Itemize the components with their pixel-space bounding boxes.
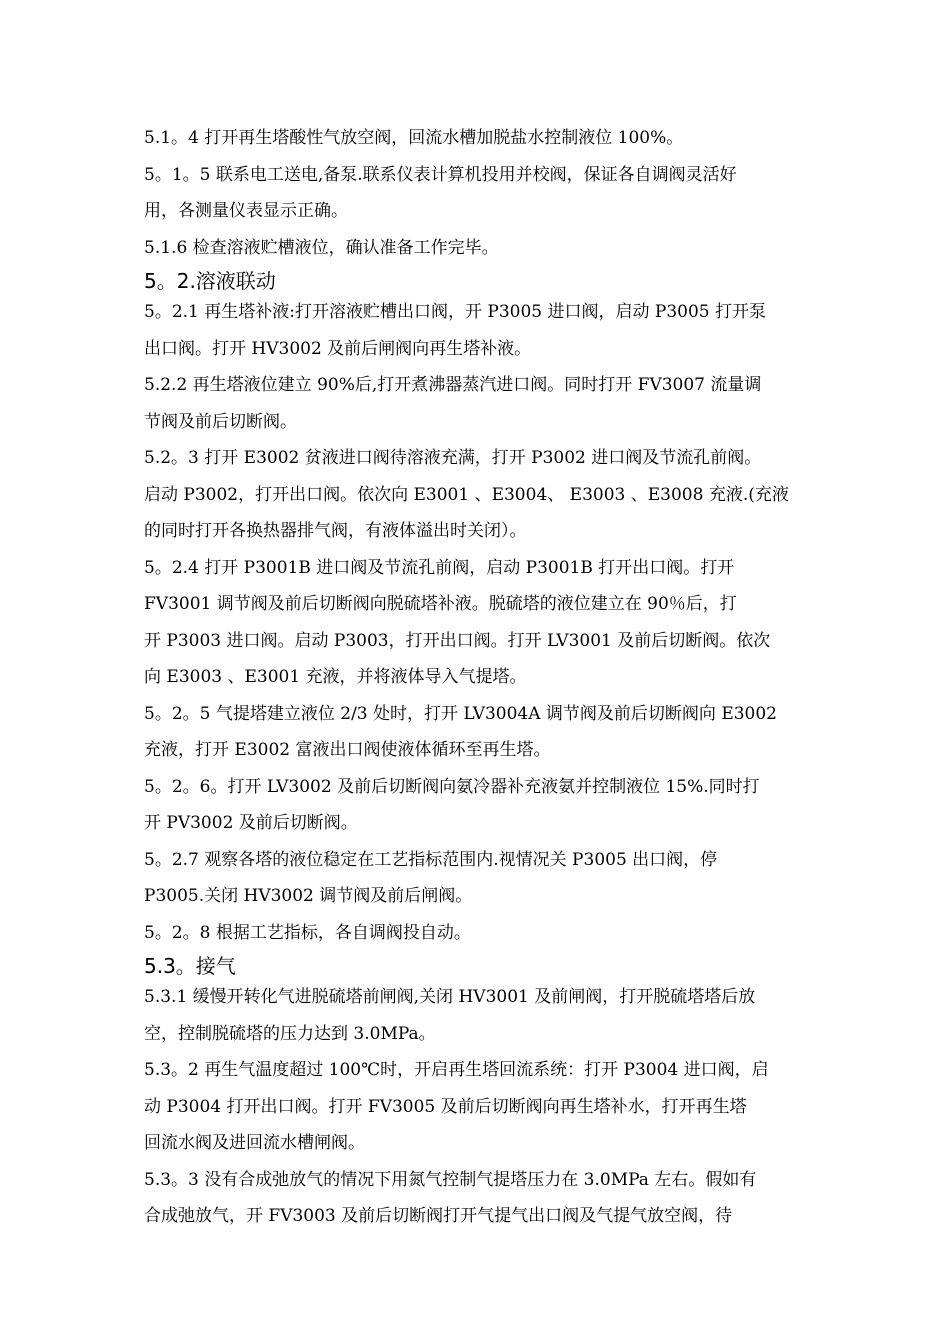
- text-line: 5。2.4 打开 P3001B 进口阀及节流孔前阀，启动 P3001B 打开出口阀。打开: [144, 557, 735, 578]
- text-line: 的同时打开各换热器排气阀，有液体溢出时关闭）。: [144, 521, 527, 541]
- text-line: 充液，打开 E3002 富液出口阀使液体循环至再生塔。: [144, 740, 551, 760]
- text-line: 启动 P3002，打开出口阀。依次向 E3001 、E3004、 E3003 、E3008 充液.(充液: [144, 484, 789, 505]
- text-line: 开 PV3002 及前后切断阀。: [144, 813, 358, 833]
- text-line: 合成弛放气，开 FV3003 及前后切断阀打开气提气出口阀及气提气放空阀，待: [144, 1206, 733, 1226]
- text-line: 5。2.7 观察各塔的液位稳定在工艺指标范围内.视情况关 P3005 出口阀，停: [144, 849, 718, 870]
- text-line: FV3001 调节阀及前后切断阀向脱硫塔补液。脱硫塔的液位建立在 90％后，打: [144, 594, 737, 614]
- text-line: 5.3。2 再生气温度超过 100℃时，开启再生塔回流系统：打开 P3004 进口阀，启: [144, 1060, 769, 1080]
- text-line: 空，控制脱硫塔的压力达到 3.0MPa。: [144, 1023, 436, 1044]
- text-line: 5.2.2 再生塔液位建立 90%后,打开煮沸器蒸汽进口阀。同时打开 FV3007 流量调: [144, 375, 762, 395]
- text-line: 5。2。8 根据工艺指标，各自调阀投自动。: [144, 922, 471, 943]
- text-line: 5.3.1 缓慢开转化气进脱硫塔前闸阀,关闭 HV3001 及前闸阀，打开脱硫塔塔后放: [144, 987, 756, 1007]
- text-line: 5.1.6 检查溶液贮槽液位，确认准备工作完毕。: [144, 237, 499, 258]
- text-line: 出口阀。打开 HV3002 及前后闸阀向再生塔补液。: [144, 338, 532, 359]
- text-line: 回流水阀及进回流水槽闸阀。: [144, 1133, 365, 1153]
- text-line: 节阀及前后切断阀。: [144, 411, 297, 432]
- text-line: 5.1。4 打开再生塔酸性气放空阀，回流水槽加脱盐水控制液位 100%。: [144, 128, 684, 148]
- text-line: 5.3。3 没有合成弛放气的情况下用氮气控制气提塔压力在 3.0MPa 左右。假如有: [144, 1169, 757, 1190]
- text-line: 5.2。3 打开 E3002 贫液进口阀待溶液充满，打开 P3002 进口阀及节流孔前阀。: [144, 448, 762, 468]
- text-line: 向 E3003 、E3001 充液，并将液体导入气提塔。: [144, 667, 527, 687]
- text-line: 用，各测量仪表显示正确。: [144, 201, 348, 221]
- text-line: 5。2。6。打开 LV3002 及前后切断阀向氨冷器补充液氨并控制液位 15%.同时打: [144, 776, 760, 797]
- text-line: 动 P3004 打开出口阀。打开 FV3005 及前后切断阀向再生塔补水，打开再生塔: [144, 1096, 747, 1117]
- text-line: 5。1。5 联系电工送电,备泵.联系仪表计算机投用并校阀，保证各自调阀灵活好: [144, 164, 737, 185]
- document-page: [144, 120, 809, 1235]
- text-line: 5。2.1 再生塔补液:打开溶液贮槽出口阀，开 P3005 进口阀，启动 P3005 打开泵: [144, 302, 767, 322]
- text-line: P3005.关闭 HV3002 调节阀及前后闸阀。: [144, 886, 473, 906]
- section-heading: 5.3。接气: [144, 954, 236, 978]
- text-line: 开 P3003 进口阀。启动 P3003，打开出口阀。打开 LV3001 及前后切断阀。依次: [144, 630, 771, 651]
- section-heading: 5。2.溶液联动: [144, 269, 276, 293]
- text-line: 5。2。5 气提塔建立液位 2/3 处时，打开 LV3004A 调节阀及前后切断阀向 E3002: [144, 703, 777, 724]
